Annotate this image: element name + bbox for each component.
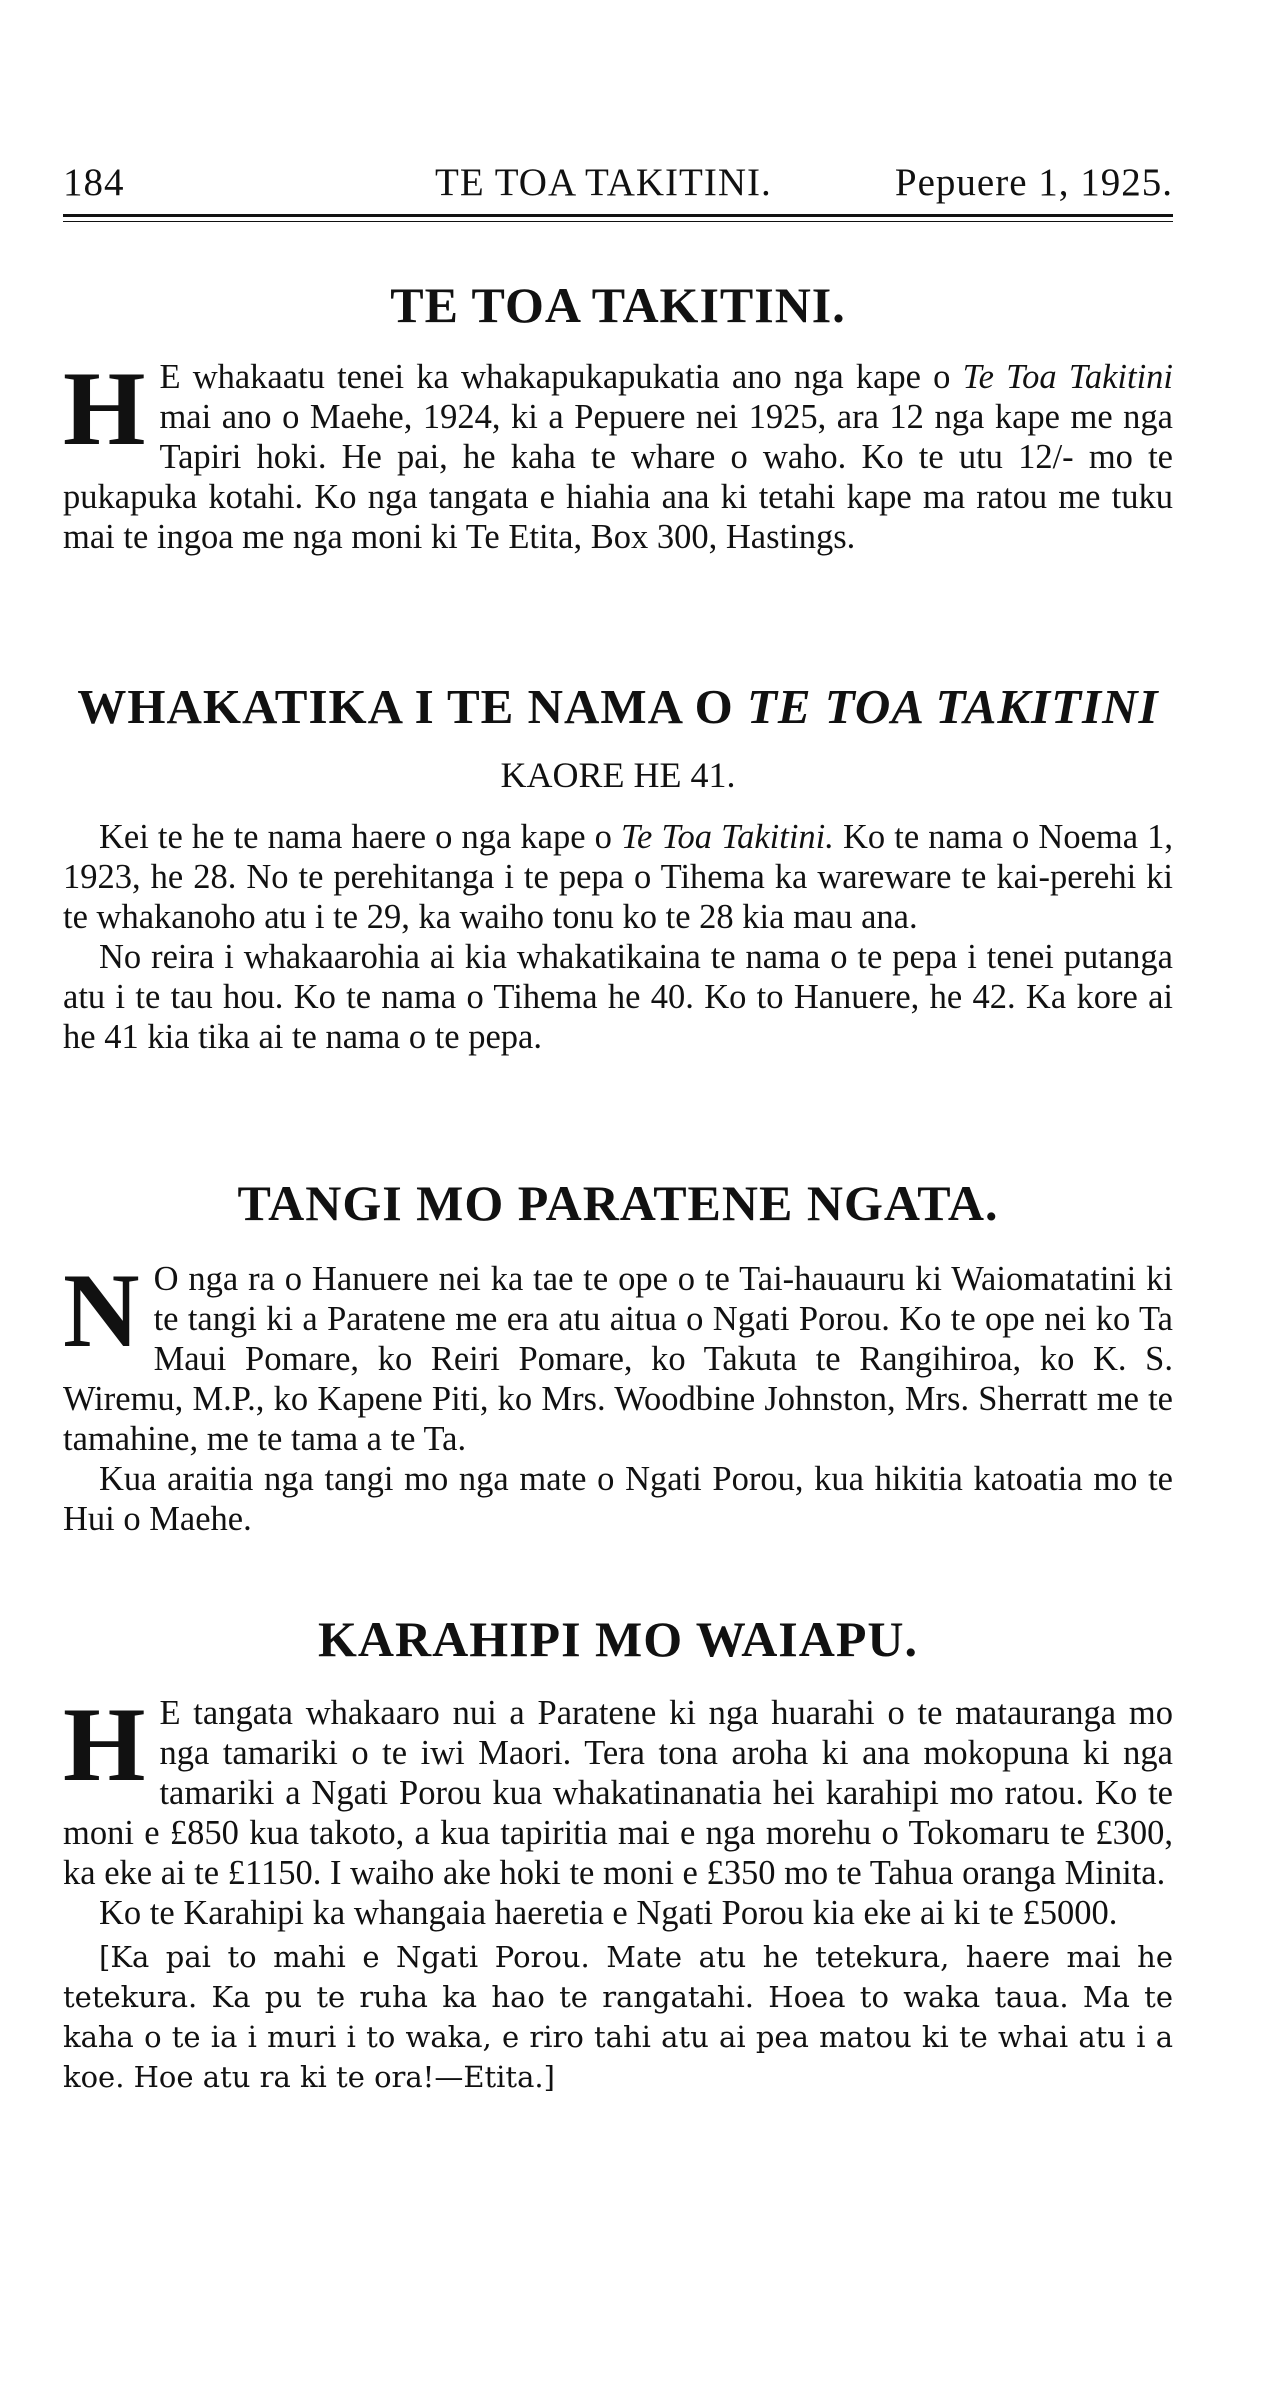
- header-rule-thick: [63, 214, 1173, 217]
- drop-cap: H: [63, 350, 146, 467]
- section-body: [63, 1252, 1173, 1459]
- drop-cap: H: [63, 1686, 146, 1803]
- paragraph: Ko te Karahipi ka whangaia haeretia e Ngati Porou kia eke ai ki te £5000.: [99, 1894, 1118, 1932]
- section-heading: WHAKATIKA I TE NAMA O TE TOA TAKITINI: [77, 679, 1159, 734]
- running-header: [63, 160, 1173, 206]
- section-karahipi: [63, 1612, 1173, 2097]
- section-body: [63, 1686, 1173, 1893]
- publication-title: TE TOA TAKITINI.: [435, 161, 772, 204]
- page-number: 184: [63, 161, 125, 204]
- paragraph: E whakaatu tenei ka whakapukapukatia ano nga kape o Te Toa Takitini mai ano o Maehe, 1924, ki a Pepuere nei 1925, ara 12 nga kape me nga Tapiri hoki. He pai, he kaha te whare o waho. Ko te utu 12/- mo te pukapuka kotahi. Ko nga tangata e hiahia ana ki tetahi kape ma ratou me tuku mai te ingoa me nga moni ki Te Etita, Box 300, Hastings.: [63, 358, 1173, 556]
- editor-note: [Ka pai to mahi e Ngati Porou. Mate atu he tetekura, haere mai he tetekura. Ka pu te ruha ka hao te rangatahi. Hoea to waka taua. Ma te kaha o te ia i muri i to waka, e riro tahi atu ai pea matou ki te whai atu i a koe. Hoe atu ra ki te ora!—Etita.]: [63, 1940, 1173, 2094]
- paragraph: O nga ra o Hanuere nei ka tae te ope o te Tai-hauauru ki Waiomatatini ki te tangi ki a Paratene me era atu aitua o Ngati Porou. Ko te ope nei ko Ta Maui Pomare, ko Reiri Pomare, ko Takuta te Rangihiroa, ko K. S. Wiremu, M.P., ko Kapene Piti, ko Mrs. Woodbine Johnston, Mrs. Sherratt me te tamahine, me te tama a te Ta.: [63, 1260, 1173, 1458]
- paragraph: Kei te he te nama haere o nga kape o Te Toa Takitini. Ko te nama o Noema 1, 1923, he 28. No te perehitanga i te pepa o Tihema ka wareware te kai-perehi ki te whakanoho atu i te 29, ka waiho tonu ko te 28 kia mau ana.: [63, 818, 1174, 937]
- section-te-toa-takitini: [63, 278, 1173, 557]
- paragraph: Kua araitia nga tangi mo nga mate o Ngati Porou, kua hikitia katoatia mo te Hui o Maehe.: [63, 1460, 1173, 1538]
- issue-date: Pepuere 1, 1925.: [894, 161, 1173, 204]
- section-subheading: KAORE HE 41.: [500, 754, 736, 795]
- section-heading: TANGI MO PARATENE NGATA.: [237, 1175, 999, 1231]
- section-heading: KARAHIPI MO WAIAPU.: [317, 1611, 919, 1667]
- header-rule-thin: [63, 221, 1173, 222]
- heading-italic: TE TOA TAKITINI: [746, 679, 1159, 734]
- publication-italic: Te Toa Takitini.: [621, 818, 834, 857]
- section-body: [63, 350, 1173, 557]
- publication-italic: Te Toa Takitini: [962, 358, 1173, 396]
- drop-cap: N: [63, 1252, 140, 1369]
- section-tangi: [63, 1176, 1173, 1539]
- paragraph: No reira i whakaarohia ai kia whakatikaina te nama o te pepa i tenei putanga atu i te tau hou. Ko te nama o Tihema he 40. Ko to Hanuere, he 42. Ka kore ai he 41 kia tika ai te nama o te pepa.: [63, 938, 1173, 1057]
- section-heading: TE TOA TAKITINI.: [390, 277, 846, 333]
- section-whakatika: [63, 680, 1173, 1057]
- paragraph: E tangata whakaaro nui a Paratene ki nga huarahi o te matauranga mo nga tamariki o te iwi Maori. Tera tona aroha ki ana mokopuna ki nga tamariki a Ngati Porou kua whakatinanatia hei karahipi mo ratou. Ko te moni e £850 kua takoto, a kua tapiritia mai e nga morehu o Tokomaru te £300, ka eke ai te £1150. I waiho ake hoki te moni e £350 mo te Tahua oranga Minita.: [63, 1694, 1173, 1892]
